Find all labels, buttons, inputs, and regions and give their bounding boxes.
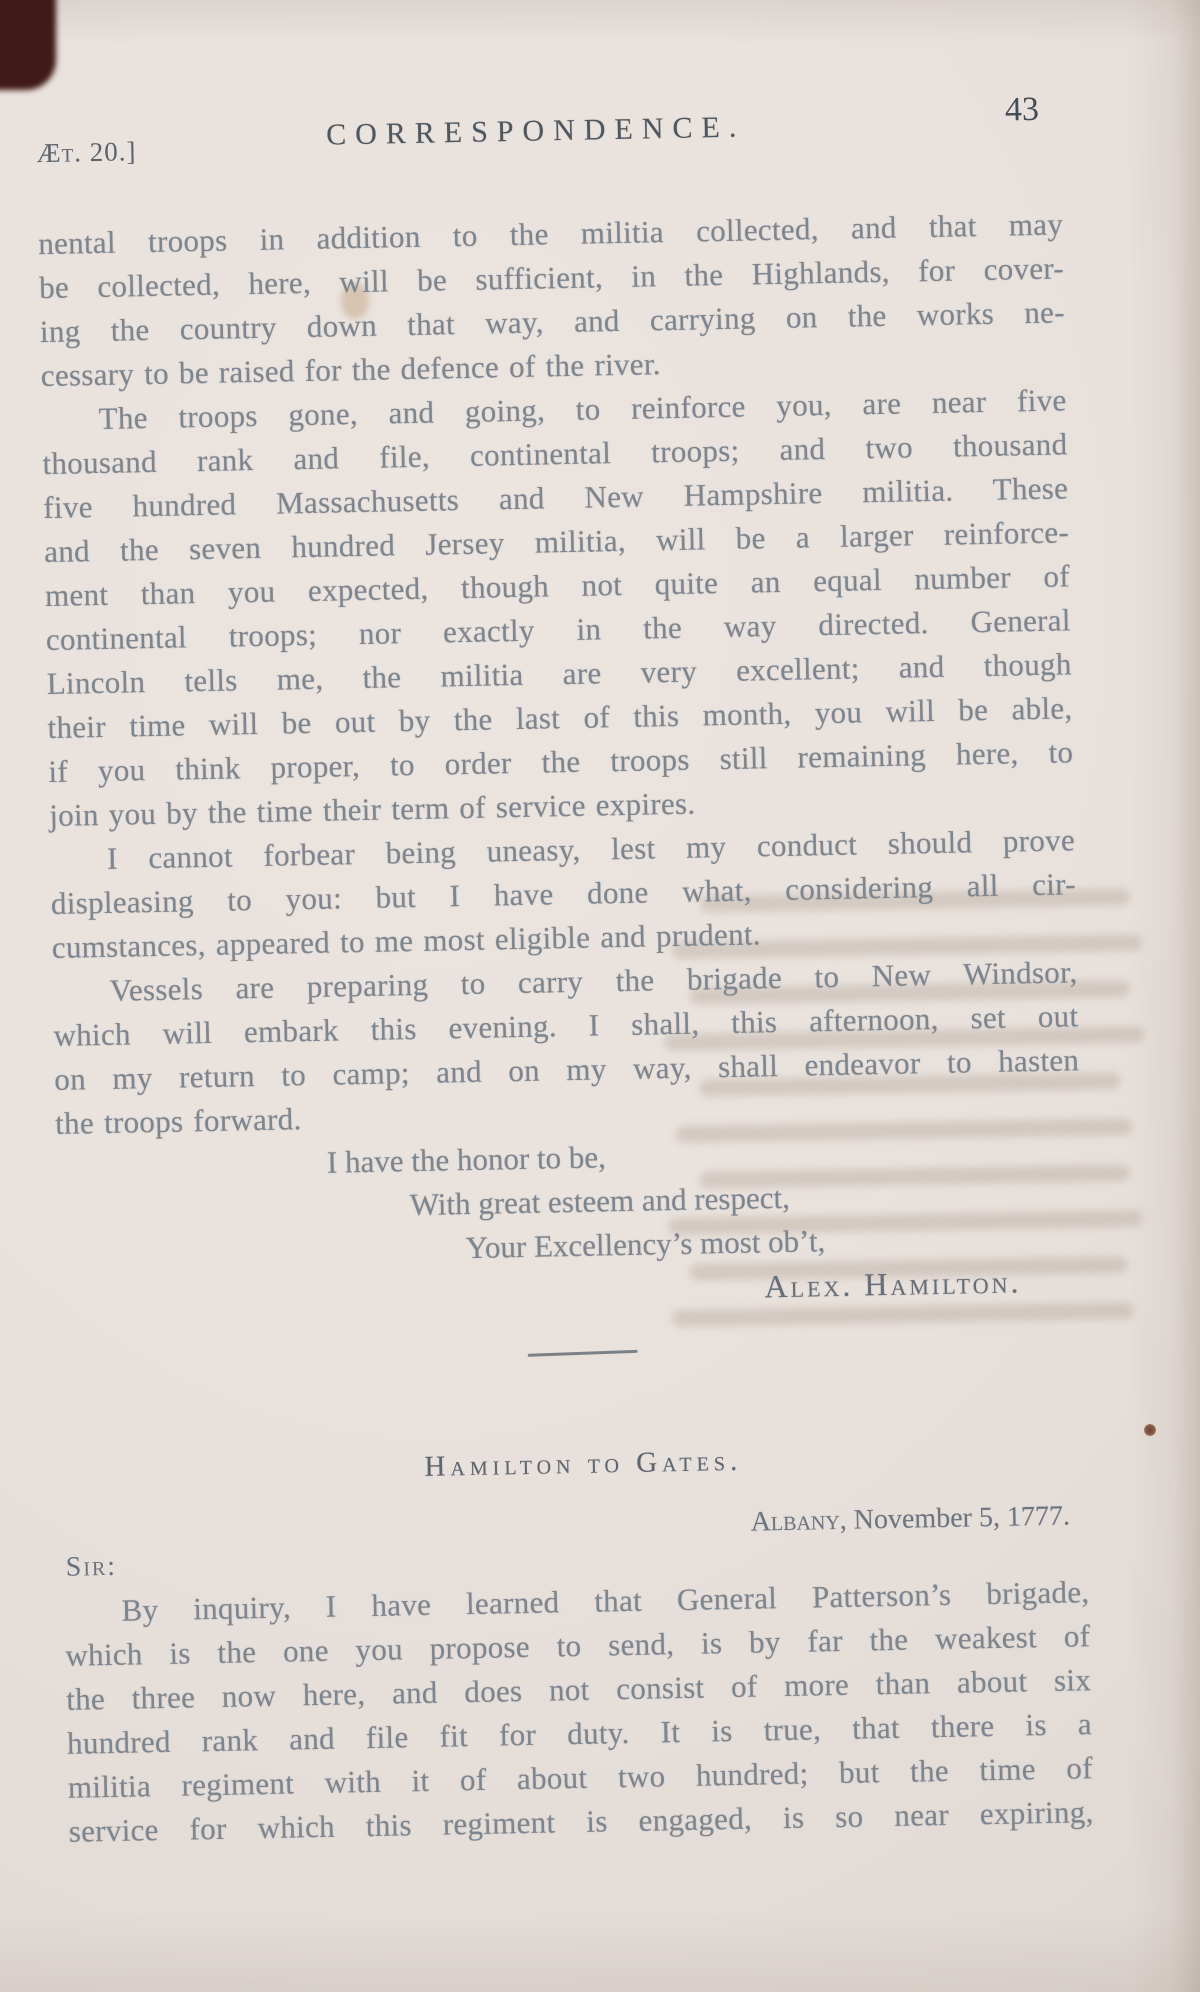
running-head-title: CORRESPONDENCE. xyxy=(325,110,746,152)
paper-speck xyxy=(1144,1424,1156,1436)
letter1-body xyxy=(38,202,1084,1321)
signature: Alex. Hamilton. xyxy=(764,1263,1022,1305)
text-line: the troops forward. xyxy=(54,1101,302,1141)
text-line: join you by the time their term of service expires. xyxy=(48,785,696,833)
salutation: Sir: xyxy=(65,1550,118,1583)
dateline-place: Albany, xyxy=(750,1504,848,1538)
letter2-body xyxy=(64,1570,1094,1854)
text-line: their time will be out by the last of this month, you will be able, xyxy=(47,690,1073,745)
text-line: cessary to be raised for the defence of the river. xyxy=(40,346,662,394)
page-number: 43 xyxy=(1004,90,1040,129)
letter2-dateline xyxy=(750,1501,1070,1539)
letter2-heading: Hamilton to Gates. xyxy=(424,1444,743,1483)
text-line: be collected, here, will be sufficient, in the Highlands, for cover- xyxy=(38,250,1065,306)
text-line: ment than you expected, though not quite an equal number of xyxy=(44,558,1071,614)
text-line: on my return to camp; and on my way, shall endeavor to hasten xyxy=(54,1042,1080,1097)
paragraph-continuation xyxy=(38,202,1066,398)
text-line: ing the country down that way, and carrying on the works ne- xyxy=(39,294,1066,350)
text-line: service for which this regiment is engaged, is so near expiring, xyxy=(68,1794,1094,1849)
text-line: The troops gone, and going, to reinforce you, are near five xyxy=(98,382,1067,436)
text-line: cumstances, appeared to me most eligible and prudent. xyxy=(51,916,762,965)
text-line: which will embark this evening. I shall, this afternoon, set out xyxy=(53,998,1079,1053)
text-line: displeasing to you: but I have done what, considering all cir- xyxy=(50,866,1077,921)
text-line: five hundred Massachusetts and New Hampshire militia. These xyxy=(43,470,1069,526)
text-line: nental troops in addition to the militia collected, and that may xyxy=(37,206,1064,262)
page-text-layer xyxy=(34,0,1097,1992)
text-line: By inquiry, I have learned that General Patterson’s brigade, xyxy=(121,1574,1090,1628)
closing-line: I have the honor to be, xyxy=(326,1139,607,1180)
paragraph xyxy=(52,950,1080,1146)
text-line: Vessels are preparing to carry the brigade to New Windsor, xyxy=(109,954,1078,1008)
dateline-date: November 5, 1777. xyxy=(846,1500,1071,1536)
header-age-marker: Æt. 20.] xyxy=(36,136,137,169)
paragraph xyxy=(41,378,1074,838)
text-line: Lincoln tells me, the militia are very excellent; and though xyxy=(46,646,1072,701)
section-divider-rule xyxy=(528,1350,638,1357)
text-line: the three now here, and does not consist of more than about six xyxy=(65,1662,1092,1717)
text-line: which is the one you propose to send, is by far the weakest of xyxy=(65,1618,1091,1673)
closing-line: Your Excellency’s most ob’t, xyxy=(465,1223,826,1266)
text-line: continental troops; nor exactly in the way directed. General xyxy=(45,602,1072,658)
text-line: thousand rank and file, continental troops; and two thousand xyxy=(42,426,1068,482)
text-line: if you think proper, to order the troops still remaining here, to xyxy=(48,734,1074,789)
paragraph xyxy=(50,818,1077,970)
paragraph xyxy=(64,1570,1094,1854)
text-line: I cannot forbear being uneasy, lest my conduct should prove xyxy=(106,822,1076,876)
text-line: militia regiment with it of about two hundred; but the time of xyxy=(67,1750,1094,1805)
text-line: and the seven hundred Jersey militia, will be a larger reinforce- xyxy=(43,514,1070,570)
closing-line: With great esteem and respect, xyxy=(409,1179,791,1223)
text-line: hundred rank and file fit for duty. It is true, that there is a xyxy=(66,1706,1093,1761)
